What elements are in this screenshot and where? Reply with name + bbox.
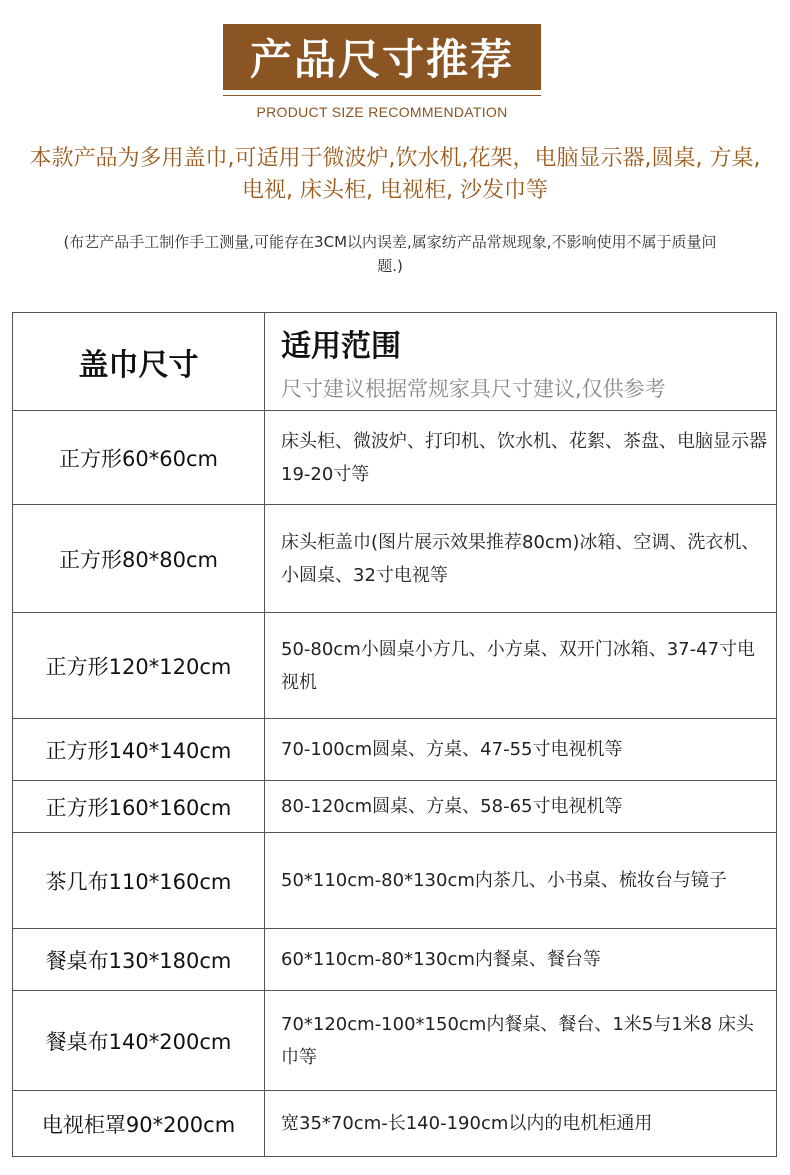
use-cell: 50*110cm-80*130cm内茶几、小书桌、梳妆台与镜子 (265, 833, 777, 929)
measurement-note: (布艺产品手工制作手工测量,可能存在3CM以内误差,属家纺产品常规现象,不影响使用不属于质量问题.) (63, 233, 717, 275)
use-cell: 70*120cm-100*150cm内餐桌、餐台、1米5与1米8 床头巾等 (265, 991, 777, 1091)
use-cell: 70-100cm圆桌、方桌、47-55寸电视机等 (265, 719, 777, 781)
table-row (13, 613, 777, 719)
table-row (13, 781, 777, 833)
size-cell: 餐桌布130*180cm (13, 929, 265, 991)
size-cell: 正方形120*120cm (13, 613, 265, 719)
size-cell: 正方形140*140cm (13, 719, 265, 781)
size-cell: 正方形60*60cm (13, 411, 265, 505)
page-subtitle-en: PRODUCT SIZE RECOMMENDATION (256, 104, 508, 120)
title-underline (223, 95, 541, 96)
product-intro: 本款产品为多用盖巾,可适用于微波炉,饮水机,花架，电脑显示器,圆桌, 方桌, 电视, 床头柜, 电视柜, 沙发巾等 (29, 146, 761, 203)
size-cell: 正方形80*80cm (13, 505, 265, 613)
table-row (13, 505, 777, 613)
size-column-header: 盖巾尺寸 (13, 313, 265, 411)
table-row (13, 719, 777, 781)
use-cell: 床头柜盖巾(图片展示效果推荐80cm)冰箱、空调、洗衣机、小圆桌、32寸电视等 (265, 505, 777, 613)
table-row (13, 1091, 777, 1157)
use-column-header (265, 313, 777, 411)
use-cell: 60*110cm-80*130cm内餐桌、餐台等 (265, 929, 777, 991)
page-title: 产品尺寸推荐 (223, 24, 541, 90)
use-cell: 80-120cm圆桌、方桌、58-65寸电视机等 (265, 781, 777, 833)
use-cell: 床头柜、微波炉、打印机、饮水机、花絮、茶盘、电脑显示器19-20寸等 (265, 411, 777, 505)
size-cell: 餐桌布140*200cm (13, 991, 265, 1091)
use-column-title: 适用范围 (281, 328, 401, 364)
size-cell: 茶几布110*160cm (13, 833, 265, 929)
table-row (13, 929, 777, 991)
use-column-subtitle: 尺寸建议根据常规家具尺寸建议,仅供参考 (281, 376, 666, 401)
size-cell: 正方形160*160cm (13, 781, 265, 833)
table-row (13, 991, 777, 1091)
table-header-row (13, 313, 777, 411)
use-cell: 50-80cm小圆桌小方几、小方桌、双开门冰箱、37-47寸电视机 (265, 613, 777, 719)
size-cell: 电视柜罩90*200cm (13, 1091, 265, 1157)
size-recommendation-table (12, 312, 777, 1157)
use-cell: 宽35*70cm-长140-190cm以内的电机柜通用 (265, 1091, 777, 1157)
table-row (13, 411, 777, 505)
table-row (13, 833, 777, 929)
